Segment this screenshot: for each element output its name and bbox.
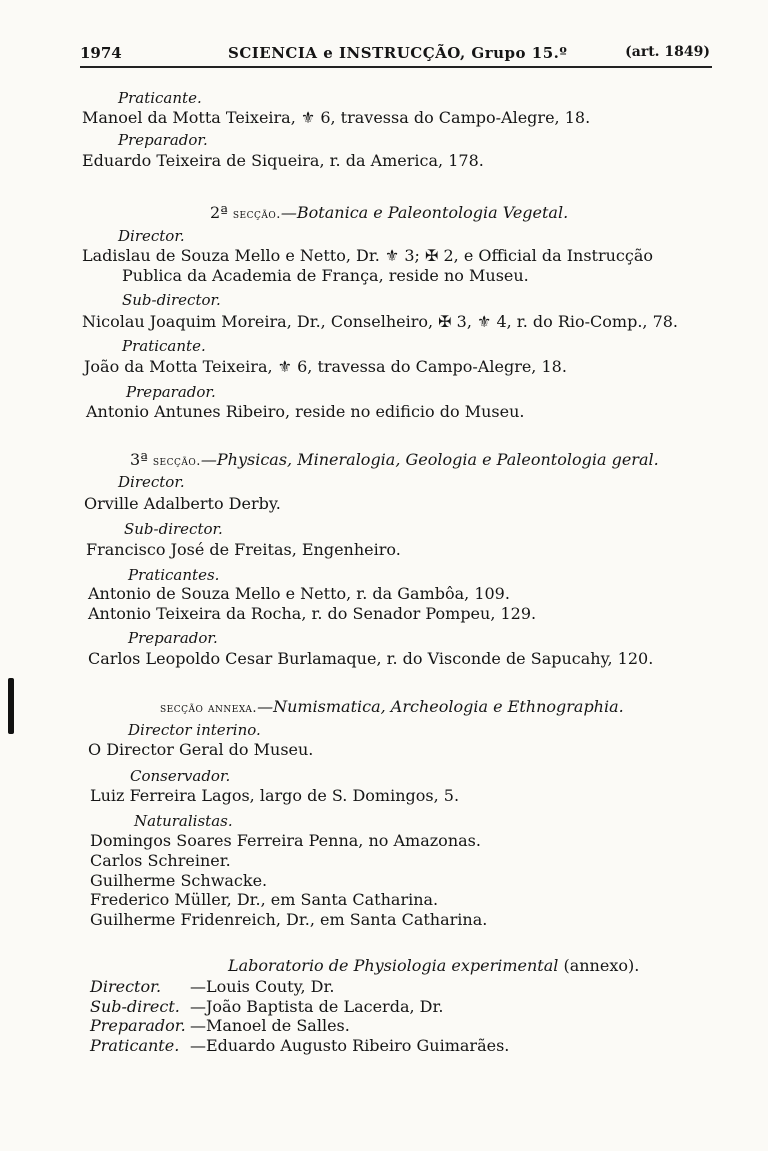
s3-praticante-2: Antonio Teixeira da Rocha, r. do Senador Pompeu, 129. [88, 604, 537, 623]
lab-row [90, 1016, 350, 1036]
page-number: 1974 [80, 44, 122, 62]
lab-role: Praticante. [90, 1036, 180, 1055]
lab-person: —João Baptista de Lacerda, Dr. [190, 997, 444, 1016]
s3-preparador-label: Preparador. [128, 629, 218, 647]
lab-person: —Louis Couty, Dr. [190, 977, 335, 996]
running-header [80, 40, 712, 68]
lab-person: —Eduardo Augusto Ribeiro Guimarães. [190, 1036, 510, 1055]
annex-conservador-name: Luiz Ferreira Lagos, largo de S. Domingos, 5. [90, 786, 460, 805]
lab-person: —Manoel de Salles. [190, 1016, 350, 1035]
s3-heading-num: 3ª [130, 450, 148, 469]
lab-role: Preparador. [90, 1016, 186, 1035]
s2-praticante-label: Praticante. [122, 337, 206, 355]
annex-director-name: O Director Geral do Museu. [88, 740, 314, 759]
lab-role: Director. [90, 977, 162, 996]
s3-praticantes-label: Praticantes. [128, 566, 220, 584]
naturalista-1: Domingos Soares Ferreira Penna, no Amazonas. [90, 831, 481, 850]
naturalista-5: Guilherme Fridenreich, Dr., em Santa Catharina. [90, 910, 488, 929]
s3-heading-title: —Physicas, Mineralogia, Geologia e Paleontologia geral. [200, 450, 659, 469]
s1-praticante-name: Manoel da Motta Teixeira, ⚜ 6, travessa do Campo-Alegre, 18. [82, 108, 591, 127]
s2-director-label: Director. [118, 227, 185, 245]
s3-director-name: Orville Adalberto Derby. [84, 494, 281, 513]
scan-artifact [8, 678, 14, 734]
s3-director-label: Director. [118, 473, 185, 491]
lab-heading-suffix: (annexo). [563, 956, 640, 975]
s3-subdirector-label: Sub-director. [124, 520, 223, 538]
s3-heading [130, 450, 659, 472]
s3-preparador-name: Carlos Leopoldo Cesar Burlamaque, r. do Visconde de Sapucahy, 120. [88, 649, 654, 668]
s2-subdirector-label: Sub-director. [122, 291, 221, 309]
naturalista-2: Carlos Schreiner. [90, 851, 231, 870]
annex-heading-word: secção annexa. [160, 701, 258, 716]
article-reference: (art. 1849) [625, 44, 710, 60]
s2-heading-word: secção. [232, 207, 281, 222]
s1-praticante-label: Praticante. [118, 89, 202, 107]
s2-praticante-name: João da Motta Teixeira, ⚜ 6, travessa do Campo-Alegre, 18. [84, 357, 567, 376]
lab-row [90, 997, 443, 1017]
s3-subdirector-name: Francisco José de Freitas, Engenheiro. [86, 540, 401, 559]
s2-preparador-name: Antonio Antunes Ribeiro, reside no edificio do Museu. [86, 402, 525, 421]
annex-naturalistas-label: Naturalistas. [134, 812, 233, 830]
annex-director-label: Director interino. [128, 721, 261, 739]
s2-heading-title: —Botanica e Paleontologia Vegetal. [280, 203, 569, 222]
s2-heading [210, 203, 568, 225]
s2-director-line1: Ladislau de Souza Mello e Netto, Dr. ⚜ 3; ✠ 2, e Official da Instrucção [82, 246, 653, 265]
lab-row [90, 977, 334, 997]
lab-heading [228, 956, 639, 976]
header-title: SCIENCIA e INSTRUCÇÃO, Grupo 15.º [228, 44, 568, 62]
s3-heading-word: secção. [152, 454, 201, 469]
s1-preparador-name: Eduardo Teixeira de Siqueira, r. da America, 178. [82, 151, 484, 170]
s2-director-line2: Publica da Academia de França, reside no Museu. [122, 266, 529, 285]
lab-role: Sub-direct. [90, 997, 180, 1016]
naturalista-3: Guilherme Schwacke. [90, 871, 268, 890]
s2-heading-num: 2ª [210, 203, 228, 222]
naturalista-4: Frederico Müller, Dr., em Santa Catharina. [90, 890, 439, 909]
lab-heading-title: Laboratorio de Physiologia experimental [228, 956, 559, 975]
s2-subdirector-name: Nicolau Joaquim Moreira, Dr., Conselheiro, ✠ 3, ⚜ 4, r. do Rio-Comp., 78. [82, 312, 679, 331]
s3-praticante-1: Antonio de Souza Mello e Netto, r. da Gambôa, 109. [88, 584, 510, 603]
s1-preparador-label: Preparador. [118, 131, 208, 149]
s2-preparador-label: Preparador. [126, 383, 216, 401]
annex-heading [160, 697, 624, 719]
annex-conservador-label: Conservador. [130, 767, 231, 785]
annex-heading-title: —Numismatica, Archeologia e Ethnographia. [257, 697, 624, 716]
lab-row [90, 1036, 509, 1056]
